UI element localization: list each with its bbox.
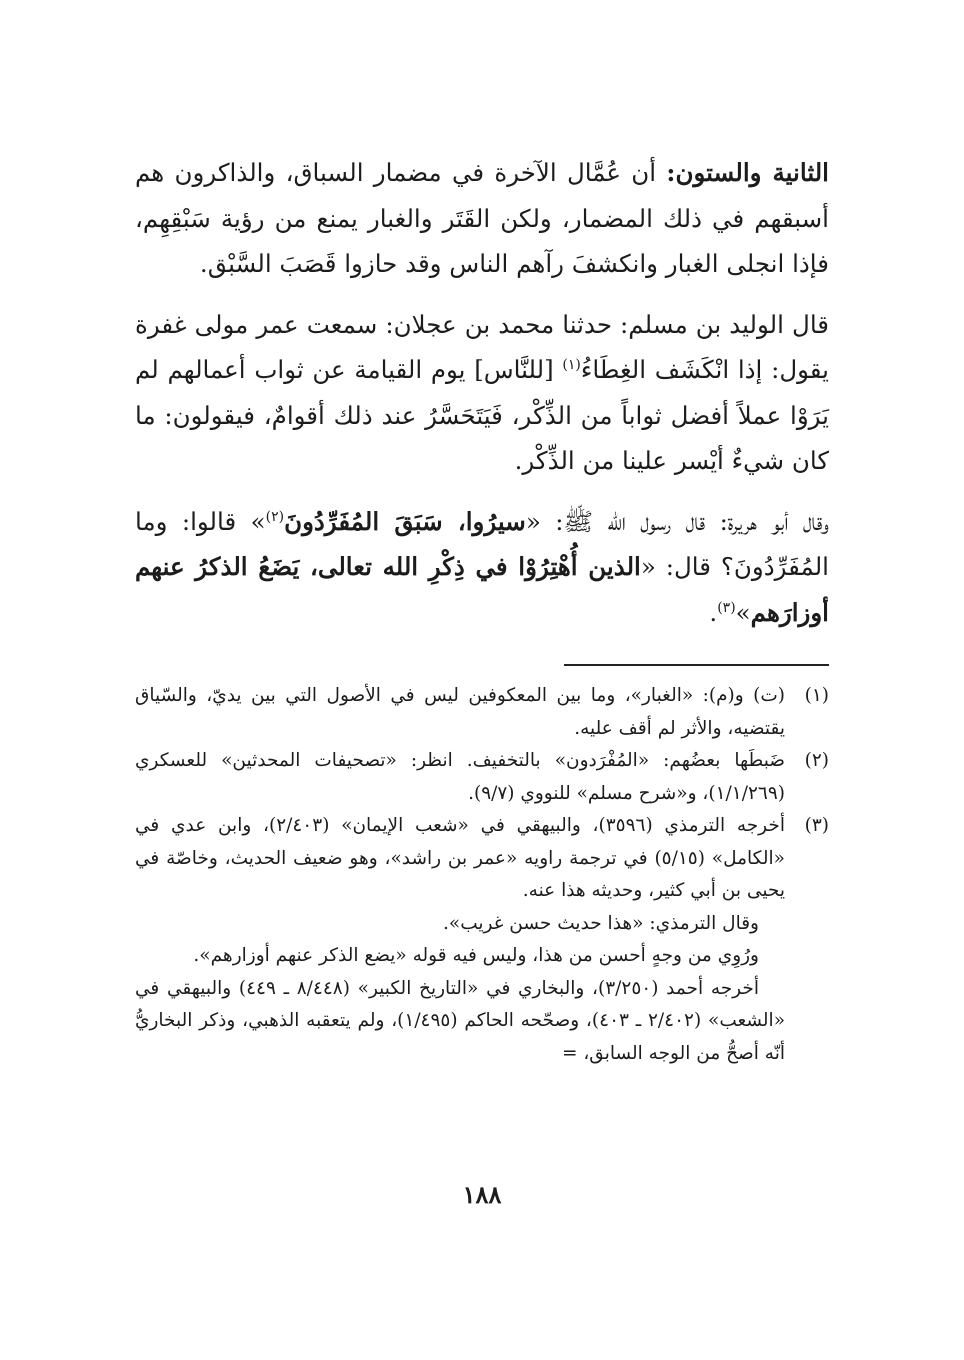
paragraph-abu-hurayra (135, 499, 829, 636)
paragraph-text: . (709, 597, 718, 627)
footnote-line: أخرجه أحمد (٣/٢٥٠)، والبخاري في «التاريخ الكبير» (٨/٤٤٨ ـ ٤٤٩) والبيهقي في «الشعب» (٢/٤٠٢ ـ ٤٠٣)، وصحّحه الحاكم (١/٤٩٥)، ولم يتعقبه الذهبي، وذكر البخاريُّ أنّه أصحُّ من الوجه السابق، = (135, 977, 786, 1064)
paragraph-text: » قالوا: وما المُفَرِّدُونَ؟ قال: « (135, 506, 829, 581)
footnote-item (135, 680, 829, 745)
footnote-number: (١) (804, 685, 829, 706)
paragraph-lead: الثانية والستون: (666, 158, 829, 187)
footnote-ref-1[interactable]: (١) (562, 356, 581, 373)
hadith-quote: سيرُوا، سَبَقَ المُفَرِّدُونَ (284, 506, 526, 536)
footnote-line: (ت) و(م): «الغبار»، وما بين المعكوفين ليس في الأصول التي بين يديّ، والسّياق يقتضيه، والأثر لم أقف عليه. (135, 685, 785, 739)
footnote-line: وقال الترمذي: «هذا حديث حسن غريب». (443, 912, 759, 934)
footnote-ref-3[interactable]: (٣) (717, 599, 736, 616)
footnote-line: ورُوِي من وجهٍ أحسن من هذا، وليس فيه قوله «يضع الذكر عنهم أوزارهم». (193, 945, 759, 966)
footnotes (135, 680, 829, 1070)
paragraph-text: » (735, 597, 751, 627)
paragraph-text: وقال أبو هريرة: قال رسول الله ﷺ: « (525, 506, 829, 536)
page-number: ١٨٨ (462, 1180, 502, 1209)
footnote-item (135, 745, 829, 810)
footnote-divider (564, 664, 829, 666)
hadith-quote: الذين أُهْتِرُوْا في ذِكْرِ الله تعالى، يَضَعُ الذكرُ عنهم أوزارَهم (135, 552, 829, 627)
footnote-number: (٣) (804, 815, 829, 836)
footnote-number: (٢) (804, 750, 829, 771)
footnote-body (135, 680, 785, 745)
paragraph-text: [للنَّاس] يوم القيامة عن ثواب أعمالهم لم يَرَوْا عملاً أفضل ثواباً من الذِّكْر، فَيَتَحَسَّرُ عند ذلك أقوامٌ، فيقولون: ما كان شيءٌ أيْسر علينا من الذِّكْر. (135, 355, 829, 475)
paragraph-text: أن عُمَّال الآخرة في مضمار السباق، والذاكرون هم أسبقهم في ذلك المضمار، ولكن القَتَر والغبار يمنع من رؤية سَبْقِهِم، فإذا انجلى الغبار وانكشفَ رآهم الناس وقد حازوا قَصَبَ السَّبْق. (135, 158, 829, 278)
paragraph-walid (135, 302, 829, 484)
footnote-line: ضَبطَها بعضُهم: «المُفْرَدون» بالتخفيف. انظر: «تصحيفات المحدثين» للعسكري (١/١/٢٦٩)، و«شرح مسلم» للنووي (٩/٧). (135, 750, 785, 804)
footnote-ref-2[interactable]: (٢) (265, 508, 285, 525)
footnote-item (135, 810, 829, 1070)
footnote-body (135, 745, 785, 810)
footnote-line: أخرجه الترمذي (٣٥٩٦)، والبيهقي في «شعب الإيمان» (٢/٤٠٣)، وابن عدي في «الكامل» (٥/١٥) في ترجمة راويه «عمر بن راشد»، وهو ضعيف الحديث، وخاصّة في يحيى بن أبي كثير، وحديثه هذا عنه. (135, 815, 785, 901)
paragraph-62 (135, 150, 829, 287)
page-content (135, 150, 829, 1070)
footnote-body (135, 810, 785, 1070)
paragraph-text: قال الوليد بن مسلم: حدثنا محمد بن عجلان: سمعت عمر مولى غفرة يقول: إذا انْكَشَف الغِطَاءُ (135, 309, 829, 384)
